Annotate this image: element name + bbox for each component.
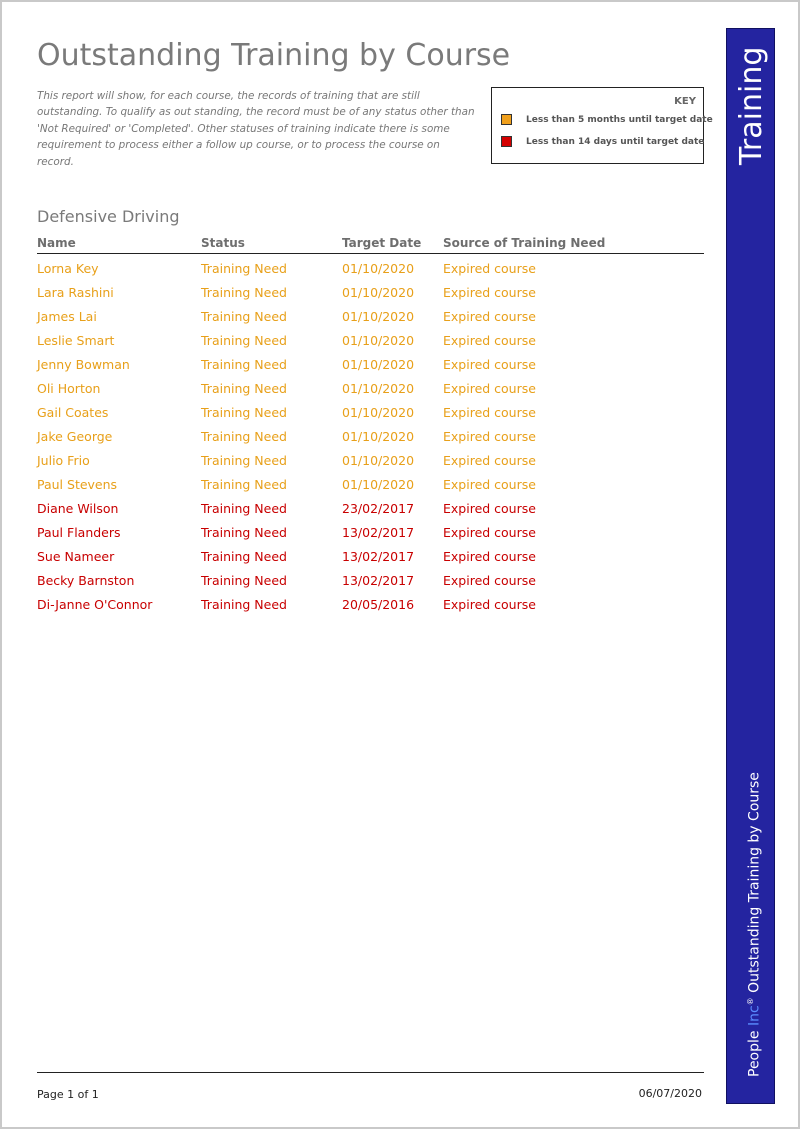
row-name: Paul Flanders — [37, 525, 121, 540]
table-row — [37, 308, 704, 332]
table-row — [37, 404, 704, 428]
row-status: Training Need — [201, 261, 287, 276]
table-row — [37, 260, 704, 284]
row-name: James Lai — [37, 309, 97, 324]
row-source: Expired course — [443, 501, 536, 516]
row-name: Lara Rashini — [37, 285, 114, 300]
row-name: Diane Wilson — [37, 501, 119, 516]
row-name: Di-Janne O'Connor — [37, 597, 153, 612]
header-source: Source of Training Need — [443, 236, 606, 250]
table-row — [37, 596, 704, 620]
table-row — [37, 500, 704, 524]
table-row — [37, 452, 704, 476]
row-name: Gail Coates — [37, 405, 109, 420]
row-source: Expired course — [443, 381, 536, 396]
header-name: Name — [37, 236, 76, 250]
table-row — [37, 428, 704, 452]
row-status: Training Need — [201, 549, 287, 564]
brand-inc: Inc — [746, 1005, 763, 1027]
table-row — [37, 524, 704, 548]
row-target-date: 01/10/2020 — [342, 357, 415, 372]
amber-swatch-icon — [501, 114, 512, 125]
table-row — [37, 476, 704, 500]
row-target-date: 01/10/2020 — [342, 285, 415, 300]
brand-reg: ® — [746, 997, 755, 1006]
row-target-date: 13/02/2017 — [342, 549, 415, 564]
row-status: Training Need — [201, 525, 287, 540]
row-target-date: 13/02/2017 — [342, 573, 415, 588]
red-swatch-icon — [501, 136, 512, 147]
row-target-date: 23/02/2017 — [342, 501, 415, 516]
row-source: Expired course — [443, 333, 536, 348]
key-item-red — [501, 136, 704, 147]
row-name: Leslie Smart — [37, 333, 115, 348]
row-status: Training Need — [201, 333, 287, 348]
table-row — [37, 380, 704, 404]
report-intro: This report will show, for each course, the records of training that are still outstanding. To qualify as out standing, the record must be of any status other than 'Not Required' or 'Completed'. Other statuses of training indicate there is some requirement to process either a follow up course, or to process the course on record. — [37, 90, 475, 168]
row-target-date: 01/10/2020 — [342, 333, 415, 348]
row-target-date: 01/10/2020 — [342, 261, 415, 276]
course-title: Defensive Driving — [37, 207, 180, 226]
row-target-date: 01/10/2020 — [342, 309, 415, 324]
table-header — [37, 236, 704, 254]
row-source: Expired course — [443, 477, 536, 492]
row-source: Expired course — [443, 405, 536, 420]
brand-people: People — [746, 1026, 763, 1077]
print-date: 06/07/2020 — [638, 1087, 702, 1100]
row-name: Jake George — [37, 429, 113, 444]
header-target-date: Target Date — [342, 236, 422, 250]
row-target-date: 01/10/2020 — [342, 477, 415, 492]
side-heading: Training — [734, 46, 769, 165]
training-table-body — [37, 260, 704, 620]
row-status: Training Need — [201, 453, 287, 468]
table-row — [37, 548, 704, 572]
row-name: Becky Barnston — [37, 573, 135, 588]
key-item-label: Less than 14 days until target date — [526, 136, 705, 147]
row-source: Expired course — [443, 285, 536, 300]
row-status: Training Need — [201, 501, 287, 516]
row-name: Lorna Key — [37, 261, 99, 276]
report-title: Outstanding Training by Course — [37, 38, 511, 73]
page-number: Page 1 of 1 — [37, 1088, 99, 1101]
row-status: Training Need — [201, 285, 287, 300]
row-name: Julio Frio — [37, 453, 90, 468]
row-target-date: 01/10/2020 — [342, 381, 415, 396]
table-row — [37, 284, 704, 308]
row-name: Oli Horton — [37, 381, 101, 396]
side-footer-text — [741, 772, 765, 1077]
key-legend — [491, 87, 713, 164]
header-status: Status — [201, 236, 245, 250]
row-source: Expired course — [443, 549, 536, 564]
row-name: Jenny Bowman — [37, 357, 130, 372]
row-status: Training Need — [201, 429, 287, 444]
row-status: Training Need — [201, 573, 287, 588]
row-source: Expired course — [443, 429, 536, 444]
key-item-label: Less than 5 months until target date — [526, 114, 713, 125]
row-target-date: 01/10/2020 — [342, 429, 415, 444]
side-banner — [726, 28, 775, 1104]
row-status: Training Need — [201, 309, 287, 324]
row-status: Training Need — [201, 357, 287, 372]
row-source: Expired course — [443, 357, 536, 372]
row-status: Training Need — [201, 405, 287, 420]
row-source: Expired course — [443, 453, 536, 468]
row-source: Expired course — [443, 597, 536, 612]
row-source: Expired course — [443, 525, 536, 540]
key-title: KEY — [674, 96, 696, 107]
key-item-amber — [501, 114, 713, 125]
row-status: Training Need — [201, 477, 287, 492]
row-target-date: 01/10/2020 — [342, 453, 415, 468]
row-source: Expired course — [443, 261, 536, 276]
row-target-date: 01/10/2020 — [342, 405, 415, 420]
row-status: Training Need — [201, 381, 287, 396]
footer-divider — [37, 1072, 704, 1073]
row-source: Expired course — [443, 573, 536, 588]
table-row — [37, 356, 704, 380]
row-status: Training Need — [201, 597, 287, 612]
row-name: Sue Nameer — [37, 549, 115, 564]
table-row — [37, 332, 704, 356]
row-source: Expired course — [443, 309, 536, 324]
row-name: Paul Stevens — [37, 477, 118, 492]
brand-report-name: Outstanding Training by Course — [746, 772, 763, 998]
table-row — [37, 572, 704, 596]
row-target-date: 13/02/2017 — [342, 525, 415, 540]
row-target-date: 20/05/2016 — [342, 597, 415, 612]
